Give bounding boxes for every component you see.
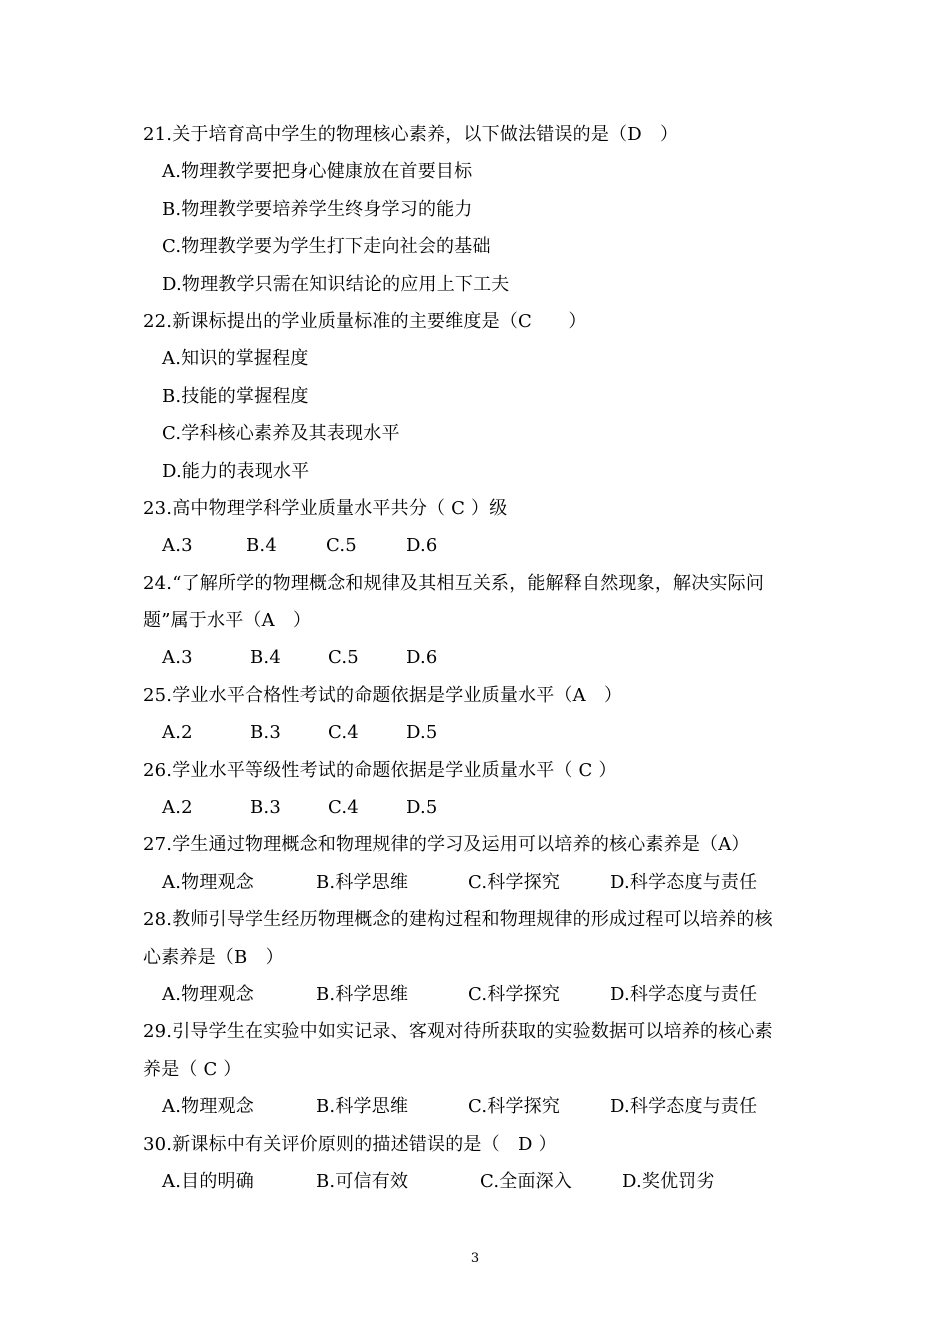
question-24-option-b: B.4 (250, 647, 282, 669)
question-21-option-a: A.物理教学要把身心健康放在首要目标 (162, 161, 473, 183)
question-27-options (143, 864, 823, 901)
question-24-option-c: C.5 (328, 647, 359, 669)
question-24-stem-line-1: 24.“了解所学的物理概念和规律及其相互关系，能解释自然现象，解决实际问 (143, 572, 765, 594)
question-24-stem-line-2: 题”属于水平（A ） (143, 610, 312, 632)
question-23-stem: 23.高中物理学科学业质量水平共分（ C ）级 (143, 497, 508, 519)
question-27-option-b: B.科学思维 (316, 871, 409, 893)
question-27-option-d: D.科学态度与责任 (610, 871, 758, 893)
question-28-stem-line-2: 心素养是（B ） (143, 946, 284, 968)
question-28-options (143, 976, 823, 1013)
question-21-option-d: D.物理教学只需在知识结论的应用上下工夫 (162, 273, 510, 295)
question-23-option-b: B.4 (246, 535, 278, 557)
question-30-option-a: A.目的明确 (162, 1170, 254, 1192)
question-26-stem: 26.学业水平等级性考试的命题依据是学业质量水平（ C ） (143, 759, 617, 781)
question-27-option-a: A.物理观念 (162, 871, 254, 893)
question-29-option-b: B.科学思维 (316, 1096, 409, 1118)
question-22-stem: 22.新课标提出的学业质量标准的主要维度是（C ） (143, 310, 587, 332)
question-26-option-b: B.3 (250, 797, 282, 819)
question-25-option-d: D.5 (406, 722, 438, 744)
question-25-stem: 25.学业水平合格性考试的命题依据是学业质量水平（A ） (143, 684, 623, 706)
question-30-option-d: D.奖优罚劣 (622, 1170, 715, 1192)
question-30-option-b: B.可信有效 (316, 1170, 409, 1192)
question-27-stem: 27.学生通过物理概念和物理规律的学习及运用可以培养的核心素养是（A） (143, 834, 750, 856)
question-25-option-a: A.2 (162, 722, 193, 744)
question-27-option-c: C.科学探究 (468, 871, 561, 893)
question-28-option-a: A.物理观念 (162, 983, 254, 1005)
question-25-option-b: B.3 (250, 722, 282, 744)
question-30-stem: 30.新课标中有关评价原则的描述错误的是（ D ） (143, 1133, 557, 1155)
question-26-option-c: C.4 (328, 797, 359, 819)
question-28-option-d: D.科学态度与责任 (610, 983, 758, 1005)
question-24-option-a: A.3 (162, 647, 193, 669)
question-26-option-a: A.2 (162, 797, 193, 819)
question-26-options (143, 789, 823, 826)
question-23-options (143, 527, 823, 564)
question-30-option-c: C.全面深入 (480, 1170, 573, 1192)
question-28-option-c: C.科学探究 (468, 983, 561, 1005)
question-24-option-d: D.6 (406, 647, 438, 669)
question-23-option-c: C.5 (326, 535, 357, 557)
question-29-stem-line-2: 养是（ C ） (143, 1058, 242, 1080)
question-22-option-b: B.技能的掌握程度 (162, 385, 309, 407)
question-21-option-c: C.物理教学要为学生打下走向社会的基础 (162, 236, 491, 258)
question-22-option-c: C.学科核心素养及其表现水平 (162, 423, 400, 445)
question-29-stem-line-1: 29.引导学生在实验中如实记录、客观对待所获取的实验数据可以培养的核心素 (143, 1021, 773, 1043)
question-21-option-b: B.物理教学要培养学生终身学习的能力 (162, 198, 473, 220)
question-29-option-c: C.科学探究 (468, 1096, 561, 1118)
question-22-option-d: D.能力的表现水平 (162, 460, 310, 482)
question-28-option-b: B.科学思维 (316, 983, 409, 1005)
question-23-option-a: A.3 (162, 535, 193, 557)
question-22-option-a: A.知识的掌握程度 (162, 348, 309, 370)
question-29-option-a: A.物理观念 (162, 1096, 254, 1118)
question-25-option-c: C.4 (328, 722, 359, 744)
question-24-options (143, 639, 823, 676)
page-number: 3 (470, 1251, 480, 1266)
question-28-stem-line-1: 28.教师引导学生经历物理概念的建构过程和物理规律的形成过程可以培养的核 (143, 909, 773, 931)
question-30-options (143, 1163, 823, 1200)
question-25-options (143, 714, 823, 751)
question-29-options (143, 1088, 823, 1125)
question-list (143, 116, 823, 1200)
question-23-option-d: D.6 (406, 535, 438, 557)
question-26-option-d: D.5 (406, 797, 438, 819)
question-21-stem: 21.关于培育高中学生的物理核心素养，以下做法错误的是（D ） (143, 124, 679, 145)
question-29-option-d: D.科学态度与责任 (610, 1096, 758, 1118)
